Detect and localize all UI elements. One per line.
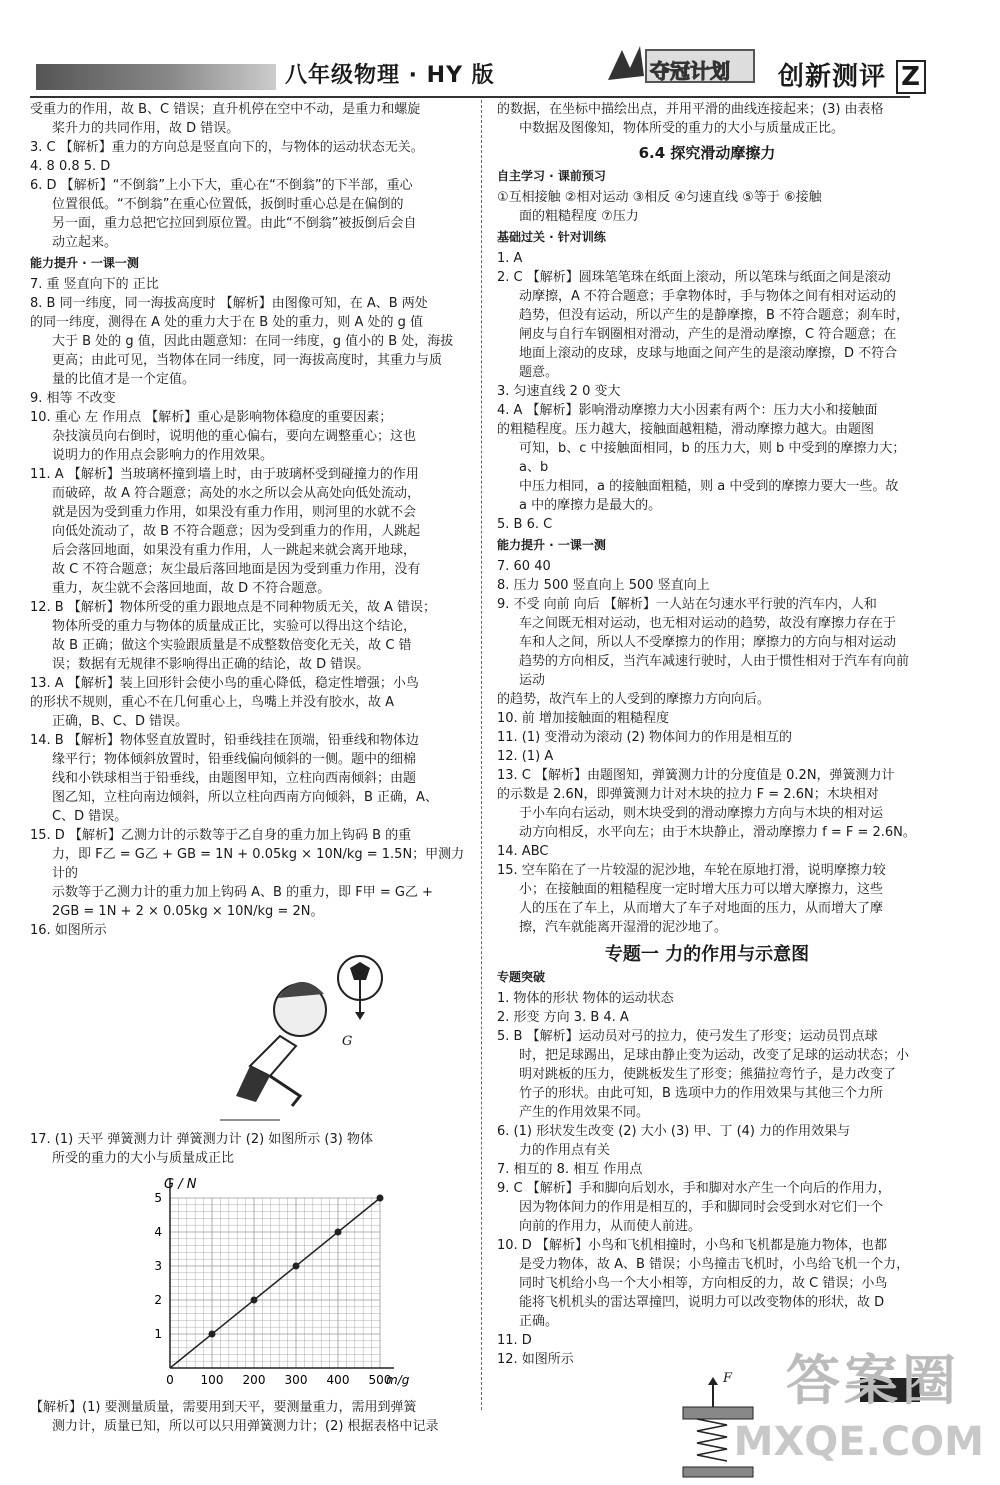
answer-line: 10. 重心 左 作用点 【解析】重心是影响物体稳度的重要因素； xyxy=(30,410,393,425)
answer-line: 动立起来。 xyxy=(52,235,118,250)
answer-line: 是受力物体，故 A、B 错误；小鸟撞击飞机时，小鸟给飞机一个力， xyxy=(519,1257,910,1272)
data-point xyxy=(209,1331,216,1338)
answer-line: 12. B 【解析】物体所受的重力跟地点是不同种物质无关，故 A 错误； xyxy=(30,600,437,615)
topic-answers xyxy=(497,989,917,1369)
answer-line: 力的作用点有关 xyxy=(519,1143,611,1158)
answer-line: 竹子的形状。由此可知，B 选项中力的作用效果与其他三个力所 xyxy=(519,1086,884,1101)
answer-line: 10. D 【解析】小鸟和飞机相撞时，小鸟和飞机都是施力物体，也都 xyxy=(497,1238,887,1253)
x-tick-label: 100 xyxy=(200,1373,224,1387)
answer-line: 桨升力的共同作用，故 D 错误。 xyxy=(52,121,240,136)
y-tick-label: 4 xyxy=(154,1225,162,1239)
answer-line: 11. D xyxy=(497,1333,532,1348)
chart-figure xyxy=(30,1168,470,1398)
data-point xyxy=(251,1297,258,1304)
ability-answers xyxy=(497,557,917,937)
figure-16 xyxy=(30,940,470,1130)
answer-line: 9. 相等 不改变 xyxy=(30,391,116,406)
answer-line: 10. 前 增加接触面的粗糙程度 xyxy=(497,711,669,726)
section-self-study: 自主学习 · 课前预习 xyxy=(497,169,606,183)
gravity-label: G xyxy=(342,1034,353,1049)
brand-text: 创新测评 xyxy=(778,62,887,92)
answer-line: 6. D 【解析】“不倒翁”上小下大，重心在“不倒翁”的下半部，重心 xyxy=(30,178,413,193)
answer-line: 12. 如图所示 xyxy=(497,1352,574,1367)
answer-line: 13. C 【解析】由题图知，弹簧测力计的分度值是 0.2N，弹簧测力计 xyxy=(497,768,895,783)
answer-line: 另一面，重力总把它拉回到原位置。由此“不倒翁”被扳倒后会自 xyxy=(52,216,417,231)
x-tick-label: 300 xyxy=(284,1373,308,1387)
answer-line: 产生的作用效果不同。 xyxy=(519,1105,650,1120)
answer-line: 缘平行；物体倾斜放置时，铅垂线偏向倾斜的一侧。题中的细棉 xyxy=(52,752,417,767)
answer-line: 车之间既无相对运动，也无相对运动的趋势，故没有摩擦力存在于 xyxy=(519,616,897,631)
answer-line: 量的比值才是一个定值。 xyxy=(52,372,196,387)
answer-17 xyxy=(30,1130,470,1168)
left-answers-top xyxy=(30,100,470,252)
answer-line: 15. 空车陷在了一片较湿的泥沙地，车轮在原地打滑，说明摩擦力较 xyxy=(497,863,886,878)
answer-line: 同时飞机给小鸟一个大小相等，方向相反的力，故 C 错误；小鸟 xyxy=(519,1276,888,1291)
answer-line: 11. A 【解析】当玻璃杯撞到墙上时，由于玻璃杯受到碰撞力的作用 xyxy=(30,467,419,482)
answer-line: 向低处流动了，故 B 不符合题意；因为受到重力的作用，人跳起 xyxy=(52,524,421,539)
answer-line: 15. D 【解析】乙测力计的示数等于乙自身的重力加上钩码 B 的重 xyxy=(30,828,412,843)
answer-line: 的同一纬度，测得在 A 处的重力大于在 B 处的重力，则 A 处的 g 值 xyxy=(30,315,424,330)
answer-line: C、D 错误。 xyxy=(52,809,128,824)
data-point xyxy=(293,1263,300,1270)
answer-line: 17. (1) 天平 弹簧测力计 弹簧测力计 (2) 如图所示 (3) 物体 xyxy=(30,1132,373,1147)
answer-line: 1. 物体的形状 物体的运动状态 xyxy=(497,991,674,1006)
answer-line: 的数据，在坐标中描绘出点，并用平滑的曲线连接起来；(3) 由表格 xyxy=(497,102,884,117)
answer-line: 动方向相反，水平向左；由于木块静止，滑动摩擦力 f = F = 2.6N。 xyxy=(519,825,916,840)
answer-line: 受重力的作用，故 B、C 错误；直升机停在空中不动，是重力和螺旋 xyxy=(30,102,421,117)
answer-line: 7. 60 40 xyxy=(497,559,551,574)
answer-line: 因为物体间力的作用是相互的，手和脚同时会受到水对它们一个 xyxy=(519,1200,884,1215)
watermark-seal: 答案圈 xyxy=(786,1348,960,1412)
answer-line: 动摩擦，A 不符合题意；手拿物体时，手与物体之间有相对运动的 xyxy=(519,289,897,304)
brand-mark: Z xyxy=(896,60,926,94)
x-tick-label: 0 xyxy=(166,1373,174,1387)
data-point xyxy=(335,1229,342,1236)
answer-line: 所受的重力的大小与质量成正比 xyxy=(52,1151,235,1166)
answer-line: 2. C 【解析】圆珠笔笔珠在纸面上滚动，所以笔珠与纸面之间是滚动 xyxy=(497,270,891,285)
answer-line: 中数据及图像知，物体所受的重力的大小与质量成正比。 xyxy=(519,121,845,136)
answer-line: 大于 B 处的 g 值，因此由题意知：在同一纬度，g 值小的 B 处，海拔 xyxy=(52,334,454,349)
answer-line: ①互相接触 ②相对运动 ③相反 ④匀速直线 ⑤等于 ⑥接触 xyxy=(497,190,822,205)
series-line xyxy=(170,1198,380,1368)
answer-line: 9. 不受 向前 向后 【解析】一人站在匀速水平行驶的汽车内，人和 xyxy=(497,597,877,612)
analysis-17 xyxy=(30,1398,470,1436)
basic-answers xyxy=(497,249,917,534)
answer-line: 11. (1) 变滑动为滚动 (2) 物体间力的作用是相互的 xyxy=(497,730,793,745)
answer-line: 2. 形变 方向 3. B 4. A xyxy=(497,1010,629,1025)
answer-line: 的示数是 2.6N，即弹簧测力计对木块的拉力 F = 2.6N；木块相对 xyxy=(497,787,879,802)
answer-line: 8. B 同一纬度，同一海拔高度时 【解析】由图像可知，在 A、B 两处 xyxy=(30,296,428,311)
header-rule xyxy=(30,96,910,98)
answer-line: 杂技演员向右倒时，说明他的重心偏右，要向左调整重心；这也 xyxy=(52,429,417,444)
answer-line: 故 C 不符合题意；灰尘最后落回地面是因为受到重力作用，没有 xyxy=(52,562,421,577)
column-divider xyxy=(481,100,482,1410)
answer-line: 擦，汽车就能离开湿滑的泥沙地了。 xyxy=(519,920,728,935)
answer-line: 的趋势，故汽车上的人受到的摩擦力方向向后。 xyxy=(497,692,771,707)
answer-line: 12. (1) A xyxy=(497,749,554,764)
right-answers-top xyxy=(497,100,917,138)
answer-line: 车和人之间，所以人不受摩擦力的作用；摩擦力的方向与相对运动 xyxy=(519,635,897,650)
answer-line: 8. 压力 500 竖直向上 500 竖直向上 xyxy=(497,578,710,593)
answer-line: 人的压在了车上，从而增大了车子对地面的压力，从而增大了摩 xyxy=(519,901,884,916)
answer-line: 说明力的作用点会影响力的作用效果。 xyxy=(52,448,274,463)
y-tick-label: 3 xyxy=(154,1259,162,1273)
left-column xyxy=(30,100,470,1436)
answer-line: 14. B 【解析】物体竖直放置时，铅垂线挂在顶端，铅垂线和物体边 xyxy=(30,733,419,748)
data-point xyxy=(377,1195,384,1202)
answer-line: 的形状不规则，重心不在几何重心上，鸟嘴上并没有胶水，故 A xyxy=(30,695,395,710)
answer-line: 正确，B、C、D 错误。 xyxy=(52,714,189,729)
answer-line: 就是因为受到重力作用，如果没有重力作用，则河里的水就不会 xyxy=(52,505,417,520)
answer-line: 题意。 xyxy=(519,365,559,380)
answer-line: 位置很低。“不倒翁”在重心位置低，扳倒时重心总是在偏倒的 xyxy=(52,197,404,212)
answer-line: 闸皮与自行车钢圈相对滑动，产生的是滑动摩擦，C 符合题意；在 xyxy=(519,327,897,342)
section-ability-left: 能力提升 · 一课一测 xyxy=(30,256,139,270)
answer-line: 4. 8 0.8 5. D xyxy=(30,159,111,174)
header-decor-bar xyxy=(36,64,276,90)
y-tick-label: 2 xyxy=(154,1293,162,1307)
answer-line: 后会落回地面，如果没有重力作用，人一跳起来就会离开地球， xyxy=(52,543,417,558)
watermark-url: MXQE.COM xyxy=(733,1419,984,1465)
answer-line: 13. A 【解析】装上回形针会使小鸟的重心降低，稳定性增强；小鸟 xyxy=(30,676,419,691)
answer-line: 14. ABC xyxy=(497,844,549,859)
answer-line: 地面上滚动的皮球，皮球与地面之间产生的是滚动摩擦，D 不符合 xyxy=(519,346,898,361)
x-tick-label: 400 xyxy=(326,1373,350,1387)
y-tick-label: 5 xyxy=(154,1191,162,1205)
answer-line: a 中的摩擦力是最大的。 xyxy=(519,498,662,513)
answer-line: 力，即 F乙 = G乙 + GB = 1N + 0.05kg × 10N/kg = 1.5N；甲测力计的 xyxy=(52,847,465,881)
x-tick-label: 200 xyxy=(242,1373,266,1387)
right-column xyxy=(497,100,917,1479)
y-tick-label: 1 xyxy=(154,1327,162,1341)
answer-line: 误；数据有无规律不影响得出正确的结论，故 D 错误。 xyxy=(52,657,370,672)
section-ability-right: 能力提升 · 一课一测 xyxy=(497,538,606,552)
answer-line: 趋势，但没有运动，所以产生的是静摩擦，B 不符合题意；刹车时， xyxy=(519,308,910,323)
answer-line: 1. A xyxy=(497,251,523,266)
logo-text: 夺冠计划 xyxy=(650,59,730,83)
x-tick-label: 500 xyxy=(368,1373,392,1387)
section-topic: 专题突破 xyxy=(497,970,546,984)
page-header xyxy=(0,0,1000,100)
x-axis-label: m/g xyxy=(386,1373,410,1387)
answer-line: 小；在接触面的粗糙程度一定时增大压力可以增大摩擦力，这些 xyxy=(519,882,884,897)
answer-line: 中压力相同，a 的接触面粗糙，则 a 中受到的摩擦力要大一些。故 xyxy=(519,479,899,494)
answer-line: 6. (1) 形状发生改变 (2) 大小 (3) 甲、丁 (4) 力的作用效果与 xyxy=(497,1124,851,1139)
answer-line: 正确。 xyxy=(519,1314,559,1329)
answer-line: 线和小铁球相当于铅垂线，由题图甲知，立柱向西南倾斜；由题 xyxy=(52,771,417,786)
answer-line: 重力，灰尘就不会落回地面，故 D 不符合题意。 xyxy=(52,581,331,596)
answer-line: 时，把足球踢出，足球由静止变为运动，改变了足球的运动状态；小 xyxy=(519,1048,910,1063)
answer-line: 3. C 【解析】重力的方向总是竖直向下的，与物体的运动状态无关。 xyxy=(30,140,424,155)
answer-line: 4. A 【解析】影响滑动摩擦力大小因素有两个：压力大小和接触面 xyxy=(497,403,878,418)
answer-line: 向前的作用力，从而使人前进。 xyxy=(519,1219,702,1234)
topic-title: 专题一 力的作用与示意图 xyxy=(604,944,810,965)
section-6-4-title: 6.4 探究滑动摩擦力 xyxy=(638,144,776,162)
section-basic: 基础过关 · 针对训练 xyxy=(497,230,606,244)
answer-line: 示数等于乙测力计的重力加上钩码 A、B 的重力，即 F甲 = G乙 + xyxy=(52,885,433,900)
analysis-line: 【解析】(1) 要测量质量，需要用到天平，要测量重力，需用到弹簧 xyxy=(30,1400,417,1415)
brand-name xyxy=(778,56,926,93)
y-axis-label: G / N xyxy=(164,1177,197,1192)
left-answers-main xyxy=(30,275,470,940)
answer-line: 而破碎，故 A 符合题意；高处的水之所以会从高处向低处流动， xyxy=(52,486,421,501)
answer-line: 2GB = 1N + 2 × 0.05kg × 10N/kg = 2N。 xyxy=(52,904,324,919)
answer-line: 更高；由此可见，当物体在同一纬度，同一海拔高度时，其重力与质 xyxy=(52,353,443,368)
answer-line: 3. 匀速直线 2 0 变大 xyxy=(497,384,621,399)
answer-line: 16. 如图所示 xyxy=(30,923,107,938)
answer-line: 于小车向右运动，则木块受到的滑动摩擦力方向与木块的相对运 xyxy=(519,806,884,821)
gravity-mass-chart xyxy=(110,1168,410,1398)
answer-line: 5. B 【解析】运动员对弓的拉力，使弓发生了形变；运动员罚点球 xyxy=(497,1029,878,1044)
answer-line: 7. 重 竖直向下的 正比 xyxy=(30,277,159,292)
answer-line: 图乙知，立柱向南边倾斜，所以立柱向西南方向倾斜，B 正确，A、 xyxy=(52,790,438,805)
answer-line: 面的粗糙程度 ⑦压力 xyxy=(519,209,639,224)
answer-line: 5. B 6. C xyxy=(497,517,553,532)
answer-line: 趋势的方向相反，当汽车减速行驶时，人由于惯性相对于汽车有向前运动 xyxy=(519,654,910,688)
header-title: 八年级物理 · HY 版 xyxy=(285,63,495,88)
boy-heading-ball-figure xyxy=(220,940,440,1130)
answer-line: 故 B 正确；做这个实验跟质量是不成整数倍变化无关，故 C 错 xyxy=(52,638,412,653)
answer-line: 能将飞机机头的雷达罩撞凹，说明力可以改变物体的形状，故 D xyxy=(519,1295,885,1310)
self-study-answers xyxy=(497,188,917,226)
answer-line: 的粗糙程度。压力越大，接触面越粗糙，滑动摩擦力越大。由题图 xyxy=(497,422,875,437)
force-label: F xyxy=(723,1371,733,1386)
answer-line: 7. 相互的 8. 相互 作用点 xyxy=(497,1162,643,1177)
answer-line: 明对跳板的压力，使跳板发生了形变；熊猫拉弯竹子，是力改变了 xyxy=(519,1067,897,1082)
answer-line: 9. C 【解析】手和脚向后划水，手和脚对水产生一个向后的作用力， xyxy=(497,1181,891,1196)
answer-line: 物体所受的重力与物体的质量成正比，实验可以得出这个结论， xyxy=(52,619,417,634)
analysis-line: 测力计，质量已知，所以可以只用弹簧测力计；(2) 根据表格中记录 xyxy=(52,1419,439,1434)
answer-line: 可知，b、c 中接触面相同，b 的压力大，则 b 中受到的摩擦力大；a、b xyxy=(519,441,906,475)
